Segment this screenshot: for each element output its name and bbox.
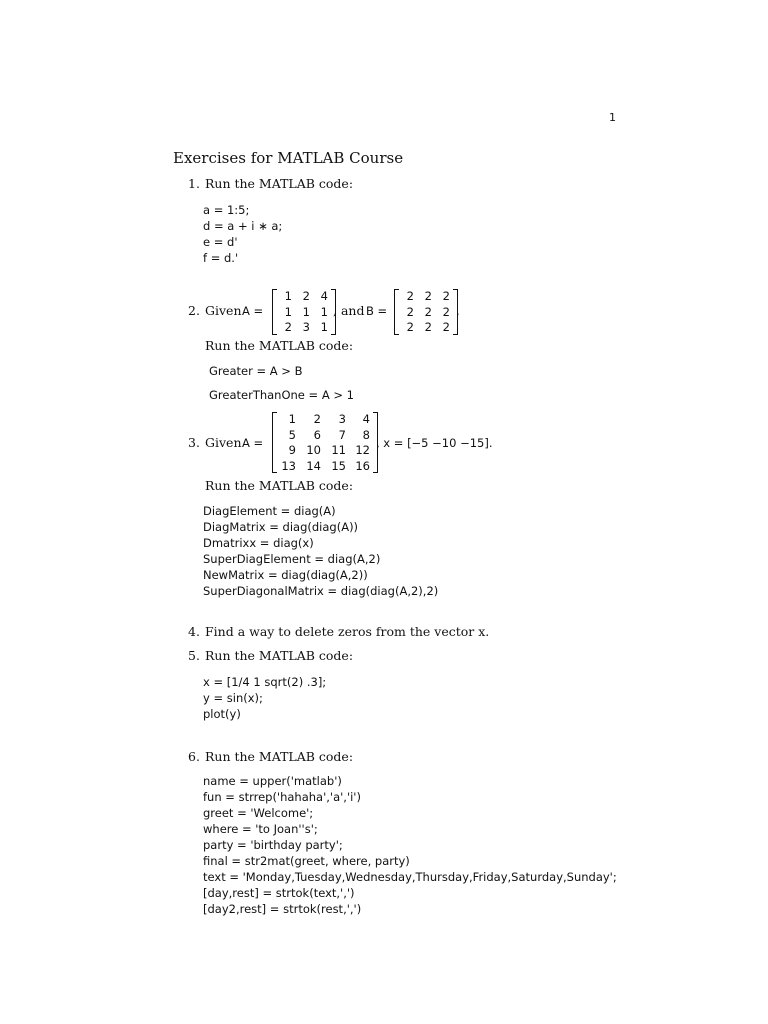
code-line: greet = 'Welcome'; (203, 806, 314, 820)
ex2-and: , and (333, 303, 365, 318)
ex2-b-eq: B = (366, 304, 388, 318)
ex2-end: . (456, 304, 460, 318)
matrix-cell: 5 (288, 427, 296, 442)
matrix-cell: 2 (284, 320, 292, 334)
matrix-cell: 11 (331, 443, 346, 457)
code-line: d = a + i ∗ a; (203, 219, 283, 233)
matrix-cell: 1 (284, 304, 292, 319)
matrix-a-4x4 (272, 412, 378, 473)
code-line: Greater = A > B (209, 364, 303, 378)
code-line: e = d' (203, 235, 238, 249)
code-line: name = upper('matlab') (203, 774, 342, 788)
ex3-number: 3. (188, 435, 200, 450)
code-line: SuperDiagElement = diag(A,2) (203, 552, 381, 566)
ex5-text: Run the MATLAB code: (205, 648, 354, 663)
matrix-cell: 8 (362, 427, 370, 442)
matrix-cell: 1 (284, 289, 292, 303)
matrix-cell: 2 (406, 320, 414, 334)
ex6-text: Run the MATLAB code: (205, 749, 354, 764)
ex6-number: 6. (188, 749, 200, 764)
matrix-cell: 14 (306, 458, 321, 473)
matrix-cell: 2 (406, 304, 414, 319)
matrix-cell: 2 (424, 289, 432, 303)
ex2-a-eq: A = (242, 304, 264, 318)
ex3-code (203, 503, 438, 599)
matrix-cell: 16 (355, 458, 370, 473)
matrix-cell: 4 (320, 289, 328, 303)
matrix-cell: 2 (424, 320, 432, 334)
code-line: plot(y) (203, 707, 241, 721)
matrix-cell: 2 (313, 412, 321, 426)
ex1-number: 1. (188, 176, 200, 191)
matrix-cell: 4 (362, 412, 370, 426)
page-number: 1 (609, 111, 616, 124)
page-title: Exercises for MATLAB Course (173, 149, 404, 167)
matrix-cell: 1 (320, 304, 328, 319)
ex6-code (203, 773, 617, 917)
code-line: party = 'birthday party'; (203, 838, 343, 852)
code-line: Dmatrixx = diag(x) (203, 536, 314, 550)
matrix-cell: 3 (302, 320, 310, 334)
code-line: fun = strrep('hahaha','a','i') (203, 790, 361, 804)
matrix-cell: 1 (302, 304, 310, 319)
matrix-cell: 2 (406, 289, 414, 303)
matrix-cell: 2 (442, 289, 450, 303)
ex5-code (203, 674, 326, 722)
ex4-number: 4. (188, 624, 200, 639)
matrix-cell: 3 (338, 412, 346, 426)
code-line: [day2,rest] = strtok(rest,',') (203, 902, 362, 916)
code-line: f = d.' (203, 251, 239, 265)
matrix-cell: 1 (320, 320, 328, 334)
matrix-cell: 2 (424, 304, 432, 319)
code-line: [day,rest] = strtok(text,',') (203, 886, 355, 900)
code-line: text = 'Monday,Tuesday,Wednesday,Thursday,Friday,Saturday,Sunday'; (203, 870, 617, 884)
ex4-text: Find a way to delete zeros from the vector x. (205, 624, 490, 639)
matrix-a (272, 289, 336, 335)
matrix-cell: 13 (281, 458, 296, 473)
code-line: x = [1/4 1 sqrt(2) .3]; (203, 675, 327, 689)
ex5-number: 5. (188, 648, 200, 663)
matrix-cell: 7 (338, 427, 346, 442)
matrix-cell: 2 (302, 289, 310, 303)
ex3-a-eq: A = (242, 436, 264, 450)
ex1-code (203, 202, 282, 266)
code-line: where = 'to Joan''s'; (203, 822, 318, 836)
matrix-cell: 9 (288, 443, 296, 457)
ex3-text: Run the MATLAB code: (205, 478, 354, 493)
ex3-given: Given (205, 435, 242, 450)
ex2-given: Given (205, 303, 242, 318)
ex2-number: 2. (188, 303, 200, 318)
code-line: DiagElement = diag(A) (203, 504, 336, 518)
code-line: DiagMatrix = diag(diag(A)) (203, 520, 359, 534)
matrix-cell: 15 (331, 458, 346, 473)
matrix-cell: 12 (355, 443, 370, 457)
ex1-text: Run the MATLAB code: (205, 176, 354, 191)
code-line: GreaterThanOne = A > 1 (209, 388, 354, 402)
matrix-cell: 2 (442, 304, 450, 319)
matrix-cell: 1 (288, 412, 296, 426)
matrix-cell: 10 (306, 443, 321, 457)
code-line: NewMatrix = diag(diag(A,2)) (203, 568, 368, 582)
matrix-cell: 2 (442, 320, 450, 334)
code-line: a = 1:5; (203, 203, 250, 217)
ex3-x-def: , x = [−5 −10 −15]. (376, 436, 493, 450)
code-line: y = sin(x); (203, 691, 263, 705)
code-line: final = str2mat(greet, where, party) (203, 854, 410, 868)
matrix-b (394, 289, 458, 335)
code-line: SuperDiagonalMatrix = diag(diag(A,2),2) (203, 584, 439, 598)
matrix-cell: 6 (313, 427, 321, 442)
ex2-text: Run the MATLAB code: (205, 338, 354, 353)
